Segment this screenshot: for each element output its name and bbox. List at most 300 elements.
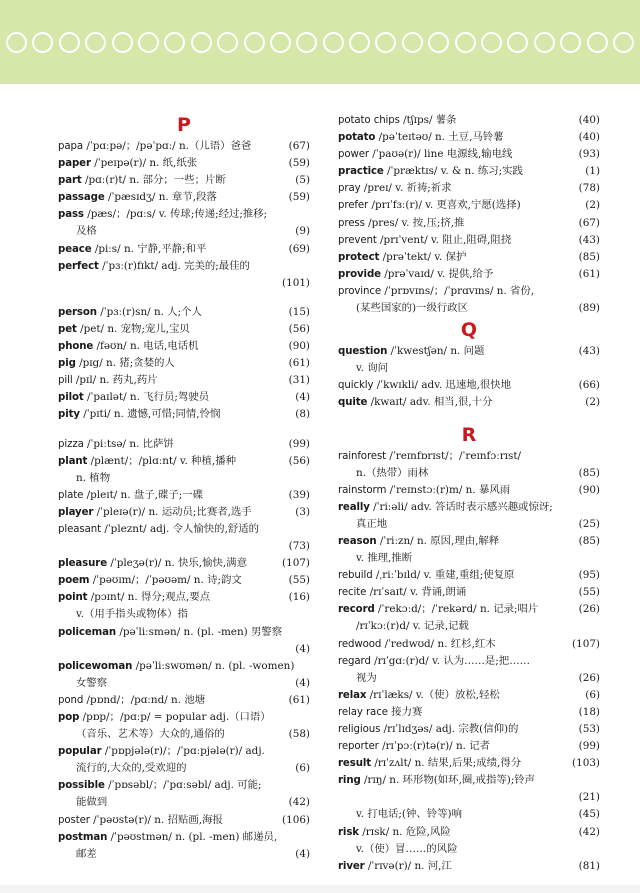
dictionary-entry bbox=[338, 533, 600, 567]
dictionary-entry bbox=[338, 129, 600, 146]
dictionary-page bbox=[0, 84, 640, 893]
dictionary-entry bbox=[58, 155, 310, 172]
definition: /ˈprɒvɪns/；/ˈprɑvɪns/ n. 省份, bbox=[381, 284, 535, 297]
page-reference: (90) bbox=[578, 483, 600, 496]
definition: /plænt/；/plɑːnt/ v. 种植,播种 bbox=[87, 454, 237, 467]
entry-line bbox=[338, 129, 600, 146]
decor-circle bbox=[112, 32, 133, 53]
dictionary-entry bbox=[338, 601, 600, 635]
dictionary-entry bbox=[58, 521, 310, 555]
dictionary-entry bbox=[338, 738, 600, 755]
entry-line bbox=[58, 487, 310, 504]
dictionary-entry bbox=[338, 653, 600, 687]
definition: /fəʊn/ n. 电话,电话机 bbox=[93, 340, 199, 353]
dictionary-entry bbox=[338, 343, 600, 377]
headword: reporter bbox=[338, 741, 379, 753]
page-reference: (43) bbox=[578, 345, 600, 358]
entry-line bbox=[58, 555, 310, 572]
definition: v. 推理,推断 bbox=[356, 552, 413, 565]
page-reference: (42) bbox=[288, 796, 310, 809]
headword: poem bbox=[58, 575, 90, 587]
page-reference: (9) bbox=[295, 225, 310, 238]
headword: passage bbox=[58, 192, 105, 204]
page-reference: (40) bbox=[578, 131, 600, 144]
definition: /ˈpɒpjələ(r)/；/ˈpɑːpjələ(r)/ adj. bbox=[101, 745, 265, 758]
decor-circle bbox=[296, 32, 317, 53]
entry-line bbox=[58, 372, 310, 389]
decor-circle bbox=[138, 32, 159, 53]
dictionary-entry bbox=[338, 266, 600, 283]
entry-line bbox=[58, 709, 310, 726]
page-reference: (42) bbox=[578, 825, 600, 838]
definition: /ˈredwʊd/ n. 红杉,红木 bbox=[381, 637, 496, 650]
entry-line bbox=[338, 806, 600, 823]
dictionary-entry bbox=[58, 258, 310, 292]
entry-line bbox=[58, 155, 310, 172]
definition: 接力赛 bbox=[387, 705, 423, 718]
entry-line bbox=[58, 624, 310, 641]
entry-line bbox=[338, 601, 600, 618]
entry-line bbox=[58, 658, 310, 675]
definition: /preɪ/ v. 祈祷;祈求 bbox=[360, 182, 452, 195]
definition: /ˈpiːtsə/ n. 比萨饼 bbox=[83, 437, 174, 450]
page-reference: (15) bbox=[288, 305, 310, 318]
section-letter-r: R bbox=[461, 423, 477, 446]
definition: /piːs/ n. 宁静,平静;和平 bbox=[91, 242, 207, 255]
definition: v.（用手指头或物体）指 bbox=[76, 608, 188, 621]
definition: /ˈpɒsəbl/；/ˈpɑːsəbl/ adj. 可能; bbox=[104, 779, 262, 792]
entry-line bbox=[338, 448, 600, 465]
definition: /rɪˈzʌlt/ n. 结果,后果;成绩,得分 bbox=[371, 757, 522, 770]
definition: 真正地 bbox=[356, 517, 388, 530]
dictionary-entry bbox=[58, 692, 310, 709]
page-reference: (69) bbox=[288, 242, 310, 255]
decor-circle bbox=[85, 32, 106, 53]
definition: /ˈpræktɪs/ v. & n. 练习;实践 bbox=[383, 165, 523, 178]
entry-line bbox=[58, 172, 310, 189]
headword: pond bbox=[58, 694, 84, 706]
entry-line bbox=[58, 641, 310, 658]
page-reference: (16) bbox=[288, 591, 310, 604]
entry-line bbox=[58, 138, 310, 155]
entry-line bbox=[338, 377, 600, 394]
definition: /ˈpleznt/ adj. 令人愉快的,舒适的 bbox=[101, 522, 260, 535]
definition: /pres/ v. 按,压;挤,推 bbox=[364, 216, 465, 229]
spacer bbox=[338, 412, 600, 424]
entry-line bbox=[338, 112, 600, 129]
headword: postman bbox=[58, 831, 108, 843]
dictionary-entry bbox=[338, 163, 600, 180]
headword: press bbox=[338, 217, 365, 229]
entry-line bbox=[338, 465, 600, 482]
headword: possible bbox=[58, 780, 105, 792]
headword: pet bbox=[58, 323, 77, 335]
headword: paper bbox=[58, 158, 91, 170]
entry-line bbox=[338, 533, 600, 550]
definition: /ˈpleɪə(r)/ n. 运动员;比赛者,选手 bbox=[93, 505, 252, 518]
dictionary-entry bbox=[338, 180, 600, 197]
page-reference: (40) bbox=[578, 114, 600, 126]
definition: 能做到 bbox=[76, 796, 108, 809]
page-reference: (6) bbox=[585, 688, 600, 701]
headword: part bbox=[58, 175, 82, 187]
headword: policewoman bbox=[58, 660, 133, 672]
page-reference: (90) bbox=[288, 340, 310, 353]
definition: /ˈkwestʃən/ n. 问题 bbox=[387, 345, 485, 358]
spacer bbox=[58, 424, 310, 436]
definition: /pəˈliːswʊmən/ n. (pl. -women) bbox=[132, 659, 295, 672]
dictionary-entry bbox=[338, 636, 600, 653]
page-reference: (95) bbox=[578, 569, 600, 582]
entry-line bbox=[58, 338, 310, 355]
dictionary-entry bbox=[338, 377, 600, 394]
dictionary-entry bbox=[338, 772, 600, 823]
entry-line bbox=[58, 223, 310, 240]
dictionary-entry bbox=[338, 146, 600, 163]
page-reference: (103) bbox=[572, 757, 600, 770]
entry-line bbox=[58, 389, 310, 406]
entry-line bbox=[58, 589, 310, 606]
dictionary-entry bbox=[338, 704, 600, 721]
page-reference: (56) bbox=[288, 454, 310, 467]
entry-line bbox=[338, 343, 600, 360]
headword: relay race bbox=[338, 706, 388, 718]
page-reference: (2) bbox=[585, 396, 600, 409]
headword: poster bbox=[58, 814, 90, 826]
dictionary-entry bbox=[338, 687, 600, 704]
definition: /ˈrekɔːd/；/ˈrekərd/ n. 记录;唱片 bbox=[374, 603, 539, 616]
dictionary-entry bbox=[58, 321, 310, 338]
dictionary-entry bbox=[338, 112, 600, 129]
dictionary-entry bbox=[338, 824, 600, 858]
entry-line bbox=[338, 283, 600, 300]
decor-circle bbox=[270, 32, 291, 53]
entry-line bbox=[58, 406, 310, 423]
entry-line bbox=[58, 675, 310, 692]
definition: /prɪˈfɜː(r)/ v. 更喜欢,宁愿(选择) bbox=[368, 199, 521, 212]
page-reference: (26) bbox=[578, 603, 600, 616]
definition: /rɪsk/ n. 危险,风险 bbox=[358, 825, 451, 838]
headword: pizza bbox=[58, 438, 84, 450]
dictionary-entry bbox=[58, 453, 310, 487]
dictionary-entry bbox=[338, 567, 600, 584]
headword: practice bbox=[338, 166, 384, 178]
dictionary-entry bbox=[58, 487, 310, 504]
entry-line bbox=[338, 584, 600, 601]
entry-line bbox=[338, 841, 600, 858]
dictionary-entry bbox=[338, 858, 600, 875]
headword: pop bbox=[58, 712, 80, 723]
headword: regard bbox=[338, 655, 371, 667]
entry-line bbox=[58, 453, 310, 470]
headword: person bbox=[58, 306, 97, 318]
entry-line bbox=[58, 504, 310, 521]
headword: quite bbox=[338, 397, 368, 409]
page-reference: (31) bbox=[288, 374, 310, 387]
page-reference: (6) bbox=[295, 762, 310, 775]
definition: /rɪˈpɔː(r)tə(r)/ n. 记者 bbox=[378, 740, 491, 753]
entry-line bbox=[338, 704, 600, 721]
entry-line bbox=[58, 829, 310, 846]
headword: protect bbox=[338, 251, 380, 263]
dictionary-entry bbox=[58, 372, 310, 389]
definition: /ˈpeɪpə(r)/ n. 纸,纸张 bbox=[90, 157, 198, 170]
dictionary-entry bbox=[58, 709, 310, 743]
page-reference: (58) bbox=[288, 728, 310, 741]
dictionary-entry bbox=[58, 406, 310, 423]
page-reference: (45) bbox=[578, 808, 600, 821]
entry-line bbox=[338, 163, 600, 180]
entry-line bbox=[58, 812, 310, 829]
definition: /pəˈteɪtəʊ/ n. 土豆,马铃薯 bbox=[375, 131, 504, 144]
page-reference: (59) bbox=[288, 191, 310, 204]
entry-line bbox=[338, 516, 600, 533]
decor-circle bbox=[217, 32, 238, 53]
headword: religious bbox=[338, 724, 381, 735]
definition: /pæs/；/pɑːs/ v. 传球;传递;经过;推移; bbox=[83, 208, 268, 221]
definition: /ˈpɜː(r)sn/ n. 人;个人 bbox=[96, 305, 202, 318]
page-reference: (89) bbox=[578, 302, 600, 315]
entry-line bbox=[338, 197, 600, 214]
definition: /ˈpaɪlət/ n. 飞行员;驾驶员 bbox=[83, 391, 210, 404]
entry-line bbox=[338, 687, 600, 704]
decor-circle bbox=[191, 32, 212, 53]
entry-line bbox=[338, 249, 600, 266]
entry-line bbox=[58, 692, 310, 709]
definition: 邮差 bbox=[76, 847, 97, 860]
entry-line bbox=[338, 755, 600, 772]
headword: pity bbox=[58, 409, 80, 421]
headword: prevent bbox=[338, 234, 377, 246]
page-reference: (67) bbox=[288, 140, 310, 152]
page-reference: (99) bbox=[288, 437, 310, 450]
dictionary-entry bbox=[58, 338, 310, 355]
headword: redwood bbox=[338, 638, 382, 650]
dictionary-entry bbox=[58, 829, 310, 863]
headword: papa bbox=[58, 141, 84, 152]
page-reference: (106) bbox=[282, 813, 310, 826]
entry-line bbox=[58, 470, 310, 487]
headword: rainforest bbox=[338, 450, 387, 462]
definition: 流行的,大众的,受欢迎的 bbox=[76, 762, 187, 775]
entry-line bbox=[58, 355, 310, 372]
entry-line bbox=[58, 436, 310, 453]
headword: relax bbox=[338, 689, 367, 701]
dictionary-entry bbox=[58, 504, 310, 521]
definition: /prɪˈvent/ v. 阻止,阻碍,阻挠 bbox=[376, 233, 512, 246]
entry-line bbox=[338, 772, 600, 789]
dictionary-entry bbox=[58, 572, 310, 589]
entry-line bbox=[338, 266, 600, 283]
dictionary-entry bbox=[58, 743, 310, 777]
entry-line bbox=[58, 241, 310, 258]
page-reference: (5) bbox=[295, 174, 310, 187]
section-letter-q: Q bbox=[460, 319, 478, 342]
definition: /kwaɪt/ adv. 相当,很,十分 bbox=[367, 396, 493, 409]
headword: rainstorm bbox=[338, 484, 387, 496]
dictionary-entry bbox=[338, 721, 600, 738]
left-entries bbox=[58, 138, 310, 863]
definition: /pɑː(r)t/ n. 部分；一些；片断 bbox=[81, 174, 226, 187]
page-reference: (107) bbox=[572, 637, 600, 650]
definition: /pɪg/ n. 猪;贪婪的人 bbox=[75, 357, 175, 370]
dictionary-entry bbox=[58, 777, 310, 811]
dictionary-entry bbox=[58, 304, 310, 321]
definition: （音乐、艺术等）大众的,通俗的 bbox=[76, 728, 225, 741]
dictionary-entry bbox=[58, 172, 310, 189]
section-letter-p: P bbox=[177, 114, 191, 136]
definition: v. 询问 bbox=[356, 362, 389, 375]
dictionary-entry bbox=[58, 555, 310, 572]
page-reference: (61) bbox=[578, 267, 600, 280]
definition: 及格 bbox=[76, 225, 97, 238]
page-reference: (4) bbox=[295, 642, 310, 655]
definition: /ˈpleʒə(r)/ n. 快乐,愉快,满意 bbox=[107, 557, 247, 570]
page-reference: (59) bbox=[288, 157, 310, 170]
headword: reason bbox=[338, 535, 377, 547]
decor-circle bbox=[402, 32, 423, 53]
entry-line bbox=[58, 743, 310, 760]
definition: /tʃɪps/ 薯条 bbox=[399, 114, 457, 126]
entry-line bbox=[58, 521, 310, 538]
entry-line bbox=[58, 538, 310, 555]
definition: v.（使）冒……的风险 bbox=[356, 842, 458, 855]
circle-row bbox=[4, 32, 636, 58]
dictionary-entry bbox=[58, 138, 310, 155]
definition: /ˈpaʊə(r)/ line 电源线,输电线 bbox=[369, 148, 513, 161]
page-reference: (66) bbox=[578, 379, 600, 392]
decor-circle bbox=[323, 32, 344, 53]
definition: 女警察 bbox=[76, 676, 108, 689]
decor-circle bbox=[587, 32, 608, 53]
right-entries-q bbox=[338, 343, 600, 411]
page-reference: (2) bbox=[585, 199, 600, 212]
entry-line bbox=[58, 304, 310, 321]
dictionary-entry bbox=[338, 499, 600, 533]
page-reference: (53) bbox=[578, 723, 600, 735]
definition: /pɒp/；/pɑːp/ = popular adj.（口语） bbox=[79, 711, 271, 723]
headword: pig bbox=[58, 358, 76, 370]
decor-circle bbox=[244, 32, 265, 53]
headword: really bbox=[338, 501, 370, 513]
headword: player bbox=[58, 506, 94, 518]
page-reference: (61) bbox=[288, 357, 310, 370]
decor-circle bbox=[481, 32, 502, 53]
dictionary-entry bbox=[58, 389, 310, 406]
definition: v. 打电话;(钟、铃等)响 bbox=[356, 808, 462, 821]
entry-line bbox=[338, 180, 600, 197]
page-reference: (85) bbox=[578, 466, 600, 479]
definition: 视为 bbox=[356, 671, 377, 684]
entry-line bbox=[58, 606, 310, 623]
entry-line bbox=[338, 618, 600, 635]
decor-circle bbox=[375, 32, 396, 53]
entry-line bbox=[338, 636, 600, 653]
definition: /ˈpɪti/ n. 遗憾,可惜;同情,怜悯 bbox=[79, 408, 221, 421]
page-reference: (26) bbox=[578, 671, 600, 684]
entry-line bbox=[338, 738, 600, 755]
definition: /ˈkwɪkli/ adv. 迅速地,很快地 bbox=[373, 379, 512, 392]
entry-line bbox=[338, 146, 600, 163]
right-entries-p bbox=[338, 112, 600, 317]
spacer bbox=[58, 292, 310, 304]
headword: prefer bbox=[338, 200, 369, 212]
headword: plant bbox=[58, 455, 88, 467]
entry-line bbox=[338, 232, 600, 249]
entry-line bbox=[58, 760, 310, 777]
entry-line bbox=[58, 777, 310, 794]
footer-strip bbox=[0, 885, 640, 893]
dictionary-entry bbox=[338, 215, 600, 232]
definition: /ˈriːzn/ n. 原因,理由,解释 bbox=[376, 534, 500, 547]
headword: province bbox=[338, 285, 382, 297]
right-column bbox=[338, 112, 600, 875]
definition: /ˈriːəli/ adv. 答话时表示感兴趣或惊讶; bbox=[369, 500, 553, 513]
dictionary-entry bbox=[58, 589, 310, 623]
decor-circle bbox=[349, 32, 370, 53]
entry-line bbox=[338, 215, 600, 232]
page-reference: (1) bbox=[585, 165, 600, 178]
definition: /rɪˈlɪdʒəs/ adj. 宗教(信仰)的 bbox=[380, 723, 519, 735]
page-reference: (67) bbox=[578, 216, 600, 229]
page-reference: (81) bbox=[578, 859, 600, 872]
headword: pass bbox=[58, 209, 84, 221]
decor-circle bbox=[507, 32, 528, 53]
definition: /ˈpəʊstmən/ n. (pl. -men) 邮递员, bbox=[107, 830, 278, 843]
headword: pray bbox=[338, 183, 361, 195]
dictionary-entry bbox=[338, 448, 600, 482]
headword: perfect bbox=[58, 260, 99, 272]
entry-line bbox=[338, 653, 600, 670]
page-reference: (85) bbox=[578, 534, 600, 547]
entry-line bbox=[58, 275, 310, 292]
dictionary-entry bbox=[338, 249, 600, 266]
headword: plate bbox=[58, 489, 84, 501]
dictionary-entry bbox=[58, 189, 310, 206]
entry-line bbox=[58, 206, 310, 223]
entry-line bbox=[58, 794, 310, 811]
entry-line bbox=[58, 189, 310, 206]
entry-line bbox=[338, 858, 600, 875]
definition: /pɔɪnt/ n. 得分;观点,要点 bbox=[87, 591, 211, 604]
dictionary-entry bbox=[338, 283, 600, 317]
dictionary-entry bbox=[58, 241, 310, 258]
entry-line bbox=[58, 726, 310, 743]
dictionary-entry bbox=[58, 206, 310, 240]
headword: pleasant bbox=[58, 523, 102, 535]
definition: /pleɪt/ n. 盘子,碟子;一碟 bbox=[83, 488, 203, 501]
header-band bbox=[0, 0, 640, 84]
definition: /rɪˈlæks/ v.（使）放松,轻松 bbox=[366, 688, 500, 701]
dictionary-entry bbox=[58, 436, 310, 453]
page-reference: (25) bbox=[578, 517, 600, 530]
entry-line bbox=[338, 300, 600, 317]
headword: record bbox=[338, 604, 375, 616]
decor-circle bbox=[164, 32, 185, 53]
entry-line bbox=[58, 258, 310, 275]
headword: potato chips bbox=[338, 115, 400, 126]
page-reference: (4) bbox=[295, 676, 310, 689]
entry-line bbox=[58, 572, 310, 589]
definition: /ˈpəʊstə(r)/ n. 招贴画,海报 bbox=[89, 813, 223, 826]
page-reference: (8) bbox=[295, 408, 310, 421]
decor-circle bbox=[428, 32, 449, 53]
page-reference: (55) bbox=[578, 586, 600, 599]
definition: /pɒnd/；/pɑːnd/ n. 池塘 bbox=[83, 693, 206, 706]
decor-circle bbox=[6, 32, 27, 53]
page-reference: (56) bbox=[288, 322, 310, 335]
right-entries-r bbox=[338, 448, 600, 875]
